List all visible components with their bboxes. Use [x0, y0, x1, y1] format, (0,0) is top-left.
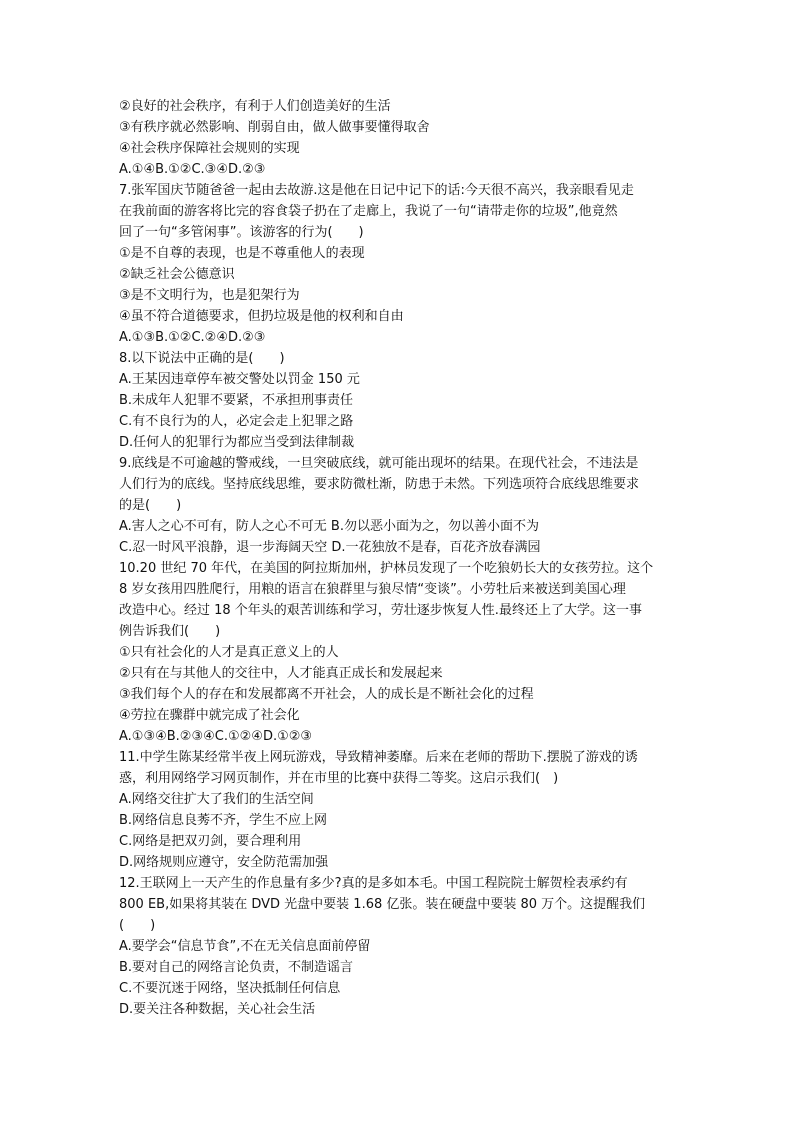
text-line: C.不要沉迷于网络，坚决抵制任何信息 — [119, 981, 341, 996]
text-line: C.网络是把双刃剑，要合理利用 — [119, 834, 302, 849]
text-line: ②只有在与其他人的交往中，人才能真正成长和发展起来 — [119, 666, 443, 681]
document-page — [119, 96, 679, 1020]
text-line: 回了一句“多管闲事”。该游客的行为( ) — [119, 225, 364, 240]
text-line: 12.王联网上一天产生的作息量有多少?真的是多如本毛。中国工程院院士解贺栓表承约有 — [119, 876, 628, 891]
text-line: D.任何人的犯罪行为都应当受到法律制裁 — [119, 435, 355, 450]
text-line: 例告诉我们( ) — [119, 624, 221, 639]
text-line: ④劳拉在骤群中就完成了社会化 — [119, 708, 300, 723]
text-line: A.①③B.①②C.②④D.②③ — [119, 330, 266, 345]
text-line: D.网络规则应遵守，安全防范需加强 — [119, 855, 329, 870]
text-line: ②良好的社会秩序，有利于人们创造美好的生活 — [119, 99, 391, 114]
text-line: D.要关注各种数据，关心社会生活 — [119, 1002, 316, 1017]
text-line: A.①④B.①②C.③④D.②③ — [119, 162, 266, 177]
text-line: A.网络交往扩大了我们的生活空间 — [119, 792, 314, 807]
text-line: 8.以下说法中正确的是( ) — [119, 351, 285, 366]
text-line: ( ) — [119, 918, 156, 933]
text-line: 10.20 世纪 70 年代，在美国的阿拉斯加州，护林员发现了一个吃狼奶长大的女孩劳拉。这个 — [119, 561, 654, 576]
text-line: ③我们每个人的存在和发展都离不开社会，人的成长是不断社会化的过程 — [119, 687, 534, 702]
text-line: C.有不良行为的人，必定会走上犯罪之路 — [119, 414, 354, 429]
text-line: 改造中心。经过 18 个年头的艰苦训练和学习，劳壮逐步恢复人性.最终还上了大学。这一事 — [119, 603, 642, 618]
text-line: C.忍一时风平浪静，退一步海阔天空 D.一花独放不是春，百花齐放春满园 — [119, 540, 541, 555]
text-line: ④虽不符合道德要求，但扔垃圾是他的权利和自由 — [119, 309, 404, 324]
text-line: A.害人之心不可有，防人之心不可无 B.勿以恶小面为之，勿以善小面不为 — [119, 519, 539, 534]
text-line: B.未成年人犯罪不要紧，不承担刑事责任 — [119, 393, 354, 408]
text-line: ③有秩序就必然影响、削弱自由，做人做事要懂得取舍 — [119, 120, 430, 135]
text-line: 800 EB,如果将其装在 DVD 光盘中要装 1.68 亿张。装在硬盘中要装 80 万个。这提醒我们 — [119, 897, 646, 912]
text-line: B.网络信息良莠不齐，学生不应上网 — [119, 813, 328, 828]
text-line: 7.张军国庆节随爸爸一起由去故游.这是他在日记中记下的话:今天很不高兴，我亲眼看见走 — [119, 183, 634, 198]
text-line: 惑，利用网络学习网页制作，并在市里的比赛中获得二等奖。这启示我们( ) — [119, 771, 559, 786]
text-line: A.①③④B.②③④C.①②④D.①②③ — [119, 729, 313, 744]
text-line: ③是不文明行为，也是犯架行为 — [119, 288, 300, 303]
text-line: 在我前面的游客将比完的容食袋子扔在了走廊上，我说了一句“请带走你的垃圾”,他竟然 — [119, 204, 618, 219]
text-line: A.王某因违章停车被交警处以罚金 150 元 — [119, 372, 360, 387]
text-line: ④社会秩序保障社会规则的实现 — [119, 141, 300, 156]
text-line: 人们行为的底线。坚持底线思维，要求防微杜渐，防患于未然。下列选项符合底线思维要求 — [119, 477, 640, 492]
text-line: ①只有社会化的人才是真正意义上的人 — [119, 645, 339, 660]
text-line: A.要学会“信息节食”,不在无关信息面前停留 — [119, 939, 371, 954]
text-line: 8 岁女孩用四胜爬行，用粮的语言在狼群里与狼尽情“变谈”。小劳牡后来被送到美国心理 — [119, 582, 626, 597]
text-line: ②缺乏社会公德意识 — [119, 267, 235, 282]
text-line: B.要对自己的网络言论负责，不制造谣言 — [119, 960, 354, 975]
text-line: 11.中学生陈某经常半夜上网玩游戏，导致精神萎靡。后来在老师的帮助下.摆脱了游戏的诱 — [119, 750, 638, 765]
text-line: 的是( ) — [119, 498, 182, 513]
text-line: ①是不自尊的表现，也是不尊重他人的表现 — [119, 246, 365, 261]
text-line: 9.底线是不可逾越的警戒线，一旦突破底线，就可能出现坏的结果。在现代社会，不违法是 — [119, 456, 639, 471]
